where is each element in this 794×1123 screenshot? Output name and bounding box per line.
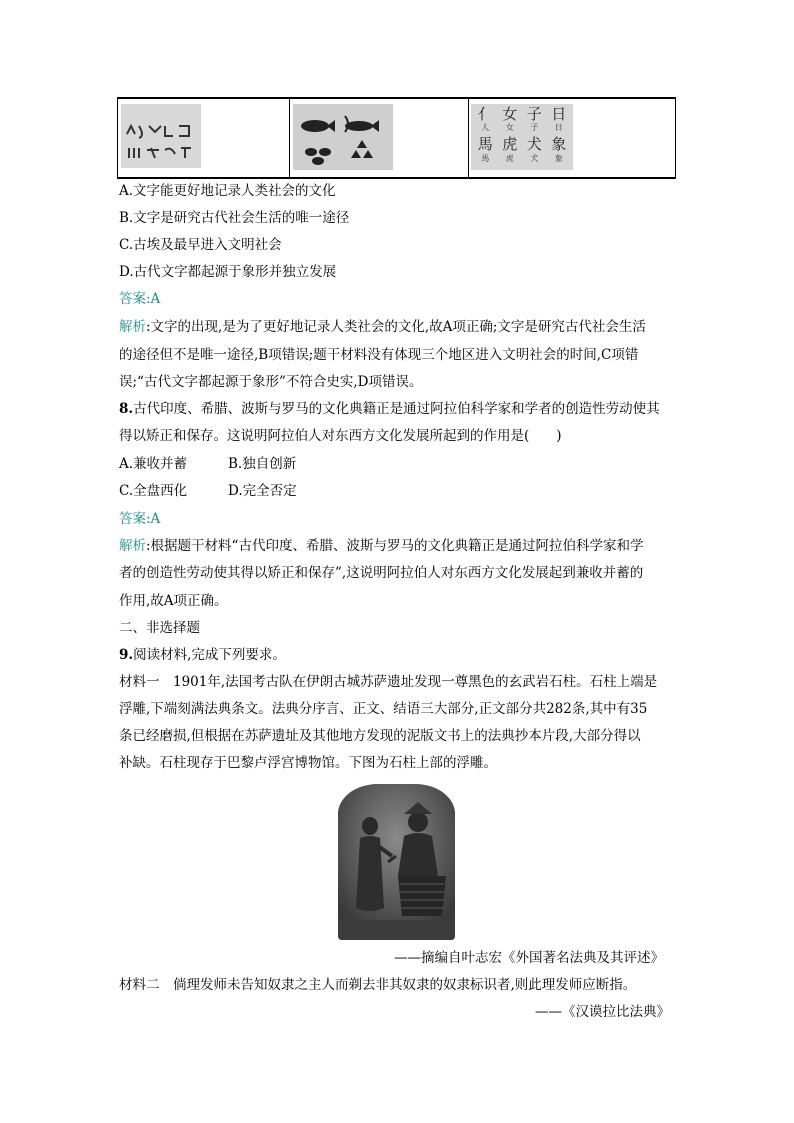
ancient-scripts-table xyxy=(117,97,676,179)
glyph: 子 xyxy=(526,105,542,123)
glyph-row-top xyxy=(473,106,571,122)
q7-option-d: D.古代文字都起源于象形并独立发展 xyxy=(119,264,337,280)
q8-option-a: A.兼收并蓄 xyxy=(119,456,188,472)
q8-analysis-line-2: 者的创造性劳动使其得以矫正和保存”,这说明阿拉伯人对东西方文化发展起到兼收并蓄的 xyxy=(119,565,644,581)
glyph: 虎 xyxy=(502,135,518,153)
q8-stem-line-2: 得以矫正和保存。这说明阿拉伯人对东西方文化发展所起到的作用是( ) xyxy=(119,428,562,444)
stem-text: 古代印度、希腊、波斯与罗马的文化典籍正是通过阿拉伯科学家和学者的创造性劳动使其 xyxy=(133,401,660,417)
material1-line-4: 补缺。石柱现存于巴黎卢浮宫博物馆。下图为石柱上部的浮雕。 xyxy=(119,755,497,771)
cuneiform-script-image xyxy=(121,104,201,168)
answer-value: :A xyxy=(146,511,161,527)
analysis-text: :根据题干材料“古代印度、希腊、波斯与罗马的文化典籍正是通过阿拉伯科学家和学 xyxy=(146,538,644,554)
glyph: 亻 xyxy=(477,105,493,123)
table-divider xyxy=(289,99,290,177)
glyph: 馬 xyxy=(477,135,493,153)
material1-line-2: 浮雕,下端刻满法典条文。法典分序言、正文、结语三大部分,正文部分共282条,其中有35 xyxy=(119,701,648,717)
q8-stem-line-1 xyxy=(119,400,660,418)
material1-source: ——摘编自叶志宏《外国著名法典及其评述》 xyxy=(394,950,664,966)
q8-analysis-line-3: 作用,故A项正确。 xyxy=(119,593,228,609)
q7-option-c: C.古埃及最早进入文明社会 xyxy=(119,237,282,253)
glyph-label: 象 xyxy=(554,154,563,163)
q8-option-b: B.独自创新 xyxy=(228,456,297,472)
glyph: 犬 xyxy=(526,135,542,153)
q7-analysis-line-1 xyxy=(119,318,646,336)
q9-stem xyxy=(119,646,286,664)
label-row-bottom xyxy=(473,154,571,164)
glyph: 女 xyxy=(502,105,518,123)
stem-text: 阅读材料,完成下列要求。 xyxy=(133,647,286,663)
answer-label: 答案 xyxy=(119,291,146,307)
question-number: 8. xyxy=(119,401,134,417)
glyph-label: 子 xyxy=(530,123,539,132)
analysis-label: 解析 xyxy=(119,319,146,335)
hieroglyph-script-image xyxy=(293,104,393,170)
material1-line-1: 材料一 1901年,法国考古队在伊朗古城苏萨遗址发现一尊黑色的玄武岩石柱。石柱上端是 xyxy=(119,674,658,690)
q8-option-d: D.完全否定 xyxy=(228,483,297,499)
q7-answer xyxy=(119,290,160,308)
label-row-top xyxy=(473,123,571,133)
glyph-row-bottom xyxy=(473,136,571,152)
question-number: 9. xyxy=(119,647,134,663)
glyph-label: 馬 xyxy=(481,154,490,163)
answer-label: 答案 xyxy=(119,511,146,527)
glyph-label: 人 xyxy=(481,123,490,132)
q8-analysis-line-1 xyxy=(119,537,643,555)
q7-option-a: A.文字能更好地记录人类社会的文化 xyxy=(119,183,336,199)
glyph-label: 虎 xyxy=(505,154,514,163)
material1-line-3: 条已经磨损,但根据在苏萨遗址及其他地方发现的泥版文书上的法典抄本片段,大部分得以 xyxy=(119,728,641,744)
q7-analysis-line-3: 误;“古代文字都起源于象形”不符合史实,D项错误。 xyxy=(119,374,423,390)
glyph: 日 xyxy=(551,105,567,123)
glyph-label: 女 xyxy=(505,123,514,132)
q8-answer xyxy=(119,510,160,528)
material2-source: ——《汉谟拉比法典》 xyxy=(535,1004,670,1020)
table-divider xyxy=(468,99,469,177)
analysis-text: :文字的出现,是为了更好地记录人类社会的文化,故A项正确;文字是研究古代社会生活 xyxy=(146,319,646,335)
section-title: 二、非选择题 xyxy=(119,620,200,636)
glyph-label: 日 xyxy=(554,123,563,132)
glyph: 象 xyxy=(551,135,567,153)
q7-option-b: B.文字是研究古代社会生活的唯一途径 xyxy=(119,210,350,226)
hammurabi-stele-relief-image xyxy=(338,784,455,940)
material2-text: 材料二 倘理发师未告知奴隶之主人而剃去非其奴隶的奴隶标识者,则此理发师应断指。 xyxy=(119,977,637,993)
glyph-label: 犬 xyxy=(530,154,539,163)
oracle-bone-script-image xyxy=(471,104,573,170)
q7-analysis-line-2: 的途径但不是唯一途径,B项错误;题干材料没有体现三个地区进入文明社会的时间,C项错 xyxy=(119,347,639,363)
answer-value: :A xyxy=(146,291,161,307)
analysis-label: 解析 xyxy=(119,538,146,554)
q8-option-c: C.全盘西化 xyxy=(119,483,188,499)
